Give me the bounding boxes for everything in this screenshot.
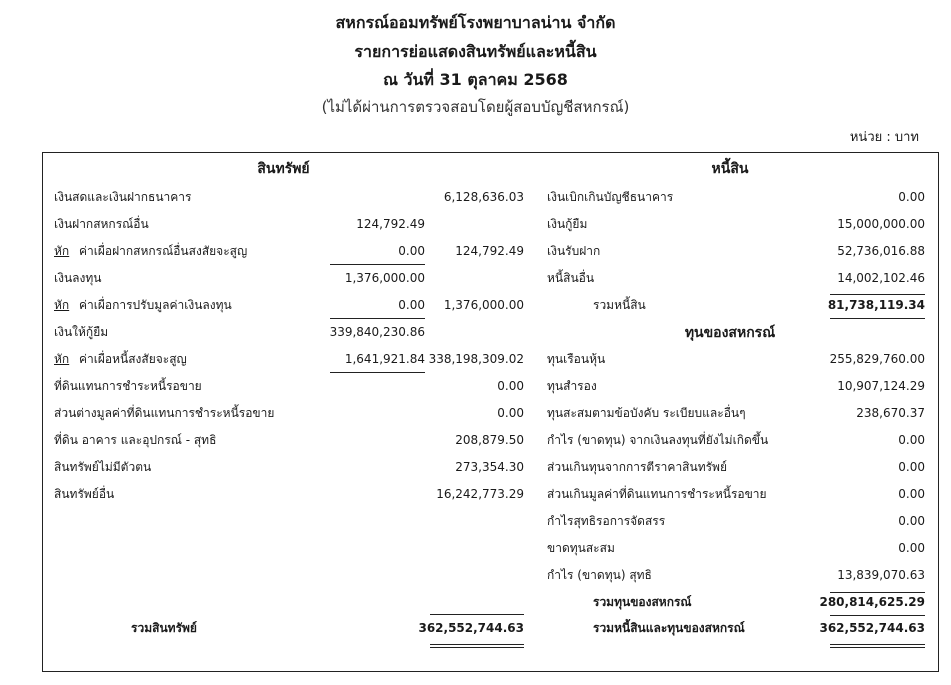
liabilities-total-label: รวมหนี้สิน: [593, 298, 646, 312]
equity-total-value: 280,814,625.29: [819, 595, 925, 609]
asset-net-value: 1,376,000.00: [443, 298, 524, 312]
equity-row-label: ทุนสำรอง: [547, 379, 597, 393]
liability-row-label: เงินกู้ยืม: [547, 217, 588, 231]
grand-total-double-rule-2: [830, 647, 925, 648]
asset-net-value: 6,128,636.03: [443, 190, 524, 204]
asset-row-label: สินทรัพย์ไม่มีตัวตน: [54, 460, 152, 474]
grand-total-double-rule-1: [830, 644, 925, 645]
equity-row-value: 0.00: [898, 460, 925, 474]
liability-row-value: 52,736,016.88: [837, 244, 925, 258]
equity-row-label: ทุนเรือนหุ้น: [547, 352, 606, 366]
liabilities-total-value: 81,738,119.34: [827, 298, 925, 312]
equity-total-top-rule: [830, 592, 925, 593]
asset-net-value: 124,792.49: [455, 244, 524, 258]
asset-net-value: 338,198,309.02: [428, 352, 524, 366]
grand-total-label: รวมหนี้สินและทุนของสหกรณ์: [593, 621, 745, 635]
asset-net-value: 208,879.50: [455, 433, 524, 447]
asset-row-label: เงินลงทุน: [54, 271, 102, 285]
equity-row-value: 13,839,070.63: [837, 568, 925, 582]
asset-net-value: 0.00: [497, 379, 524, 393]
asset-subtotal-rule: [330, 372, 425, 373]
asset-row-label: ที่ดิน อาคาร และอุปกรณ์ - สุทธิ: [54, 433, 217, 447]
equity-row-label: กำไรสุทธิรอการจัดสรร: [547, 514, 666, 528]
asset-row-label: เงินสดและเงินฝากธนาคาร: [54, 190, 192, 204]
asset-subtotal-rule: [330, 264, 425, 265]
asset-deduct-value: 0.00: [398, 244, 425, 258]
assets-total-value: 362,552,744.63: [418, 621, 524, 635]
liabilities-total-bottom-rule: [830, 318, 925, 319]
equity-row-value: 255,829,760.00: [829, 352, 925, 366]
liability-row-label: เงินเบิกเกินบัญชีธนาคาร: [547, 190, 674, 204]
asset-deduct-value: 0.00: [398, 298, 425, 312]
unit-label: หน่วย : บาท: [849, 130, 919, 145]
equity-row-value: 0.00: [898, 433, 925, 447]
liability-row-value: 15,000,000.00: [837, 217, 925, 231]
deduct-word: หัก: [54, 352, 70, 366]
org-name: สหกรณ์ออมทรัพย์โรงพยาบาลน่าน จำกัด: [335, 13, 616, 32]
asset-net-value: 16,242,773.29: [436, 487, 524, 501]
equity-heading: ทุนของสหกรณ์: [684, 325, 776, 341]
assets-total-double-rule-1: [430, 644, 524, 645]
assets-total-double-rule-2: [430, 647, 524, 648]
liability-row-value: 0.00: [898, 190, 925, 204]
audit-note: (ไม่ได้ผ่านการตรวจสอบโดยผู้สอบบัญชีสหกรณ์): [321, 98, 630, 116]
asset-row-label: สินทรัพย์อื่น: [54, 487, 115, 501]
liability-row-label: เงินรับฝาก: [547, 244, 601, 258]
equity-row-label: กำไร (ขาดทุน) สุทธิ: [547, 568, 652, 582]
deduct-word: หัก: [54, 298, 70, 312]
equity-row-value: 0.00: [898, 487, 925, 501]
asset-row-label: ที่ดินแทนการชำระหนี้รอขาย: [54, 379, 202, 393]
asset-subtotal-rule: [330, 318, 425, 319]
deduct-word: หัก: [54, 244, 70, 258]
equity-row-value: 238,670.37: [856, 406, 925, 420]
equity-row-label: ส่วนเกินมูลค่าที่ดินแทนการชำระหนี้รอขาย: [547, 487, 767, 501]
equity-total-bottom-rule: [830, 615, 925, 616]
equity-total-label: รวมทุนของสหกรณ์: [593, 595, 692, 609]
asset-row-label: ส่วนต่างมูลค่าที่ดินแทนการชำระหนี้รอขาย: [54, 406, 275, 420]
liability-row-label: หนี้สินอื่น: [547, 271, 595, 285]
equity-row-value: 0.00: [898, 514, 925, 528]
asset-net-value: 0.00: [497, 406, 524, 420]
asset-net-value: 273,354.30: [455, 460, 524, 474]
liabilities-heading: หนี้สิน: [711, 161, 749, 177]
liability-row-value: 14,002,102.46: [837, 271, 925, 285]
equity-row-label: ส่วนเกินทุนจากการตีราคาสินทรัพย์: [547, 460, 727, 474]
asset-row-label: เงินฝากสหกรณ์อื่น: [54, 217, 149, 231]
asset-row-label: ค่าเผื่อการปรับมูลค่าเงินลงทุน: [79, 298, 232, 312]
asset-row-label: ค่าเผื่อฝากสหกรณ์อื่นสงสัยจะสูญ: [79, 244, 248, 258]
assets-heading: สินทรัพย์: [257, 161, 310, 177]
equity-row-value: 0.00: [898, 541, 925, 555]
assets-total-top-rule: [430, 614, 524, 615]
assets-total-label: รวมสินทรัพย์: [131, 621, 197, 635]
equity-row-label: ทุนสะสมตามข้อบังคับ ระเบียบและอื่นๆ: [547, 406, 746, 420]
equity-row-label: ขาดทุนสะสม: [547, 541, 615, 555]
asset-gross-value: 339,840,230.86: [329, 325, 425, 339]
asset-row-label: เงินให้กู้ยืม: [54, 325, 109, 339]
asset-gross-value: 124,792.49: [356, 217, 425, 231]
equity-row-label: กำไร (ขาดทุน) จากเงินลงทุนที่ยังไม่เกิดขึ้น: [547, 433, 769, 447]
asset-row-label: ค่าเผื่อหนี้สงสัยจะสูญ: [79, 352, 187, 366]
grand-total-value: 362,552,744.63: [819, 621, 925, 635]
as-of-date: ณ วันที่ 31 ตุลาคม 2568: [383, 70, 568, 89]
report-title: รายการย่อแสดงสินทรัพย์และหนี้สิน: [354, 42, 597, 61]
asset-deduct-value: 1,641,921.84: [344, 352, 425, 366]
liabilities-total-top-rule: [830, 294, 925, 295]
equity-row-value: 10,907,124.29: [837, 379, 925, 393]
asset-gross-value: 1,376,000.00: [344, 271, 425, 285]
